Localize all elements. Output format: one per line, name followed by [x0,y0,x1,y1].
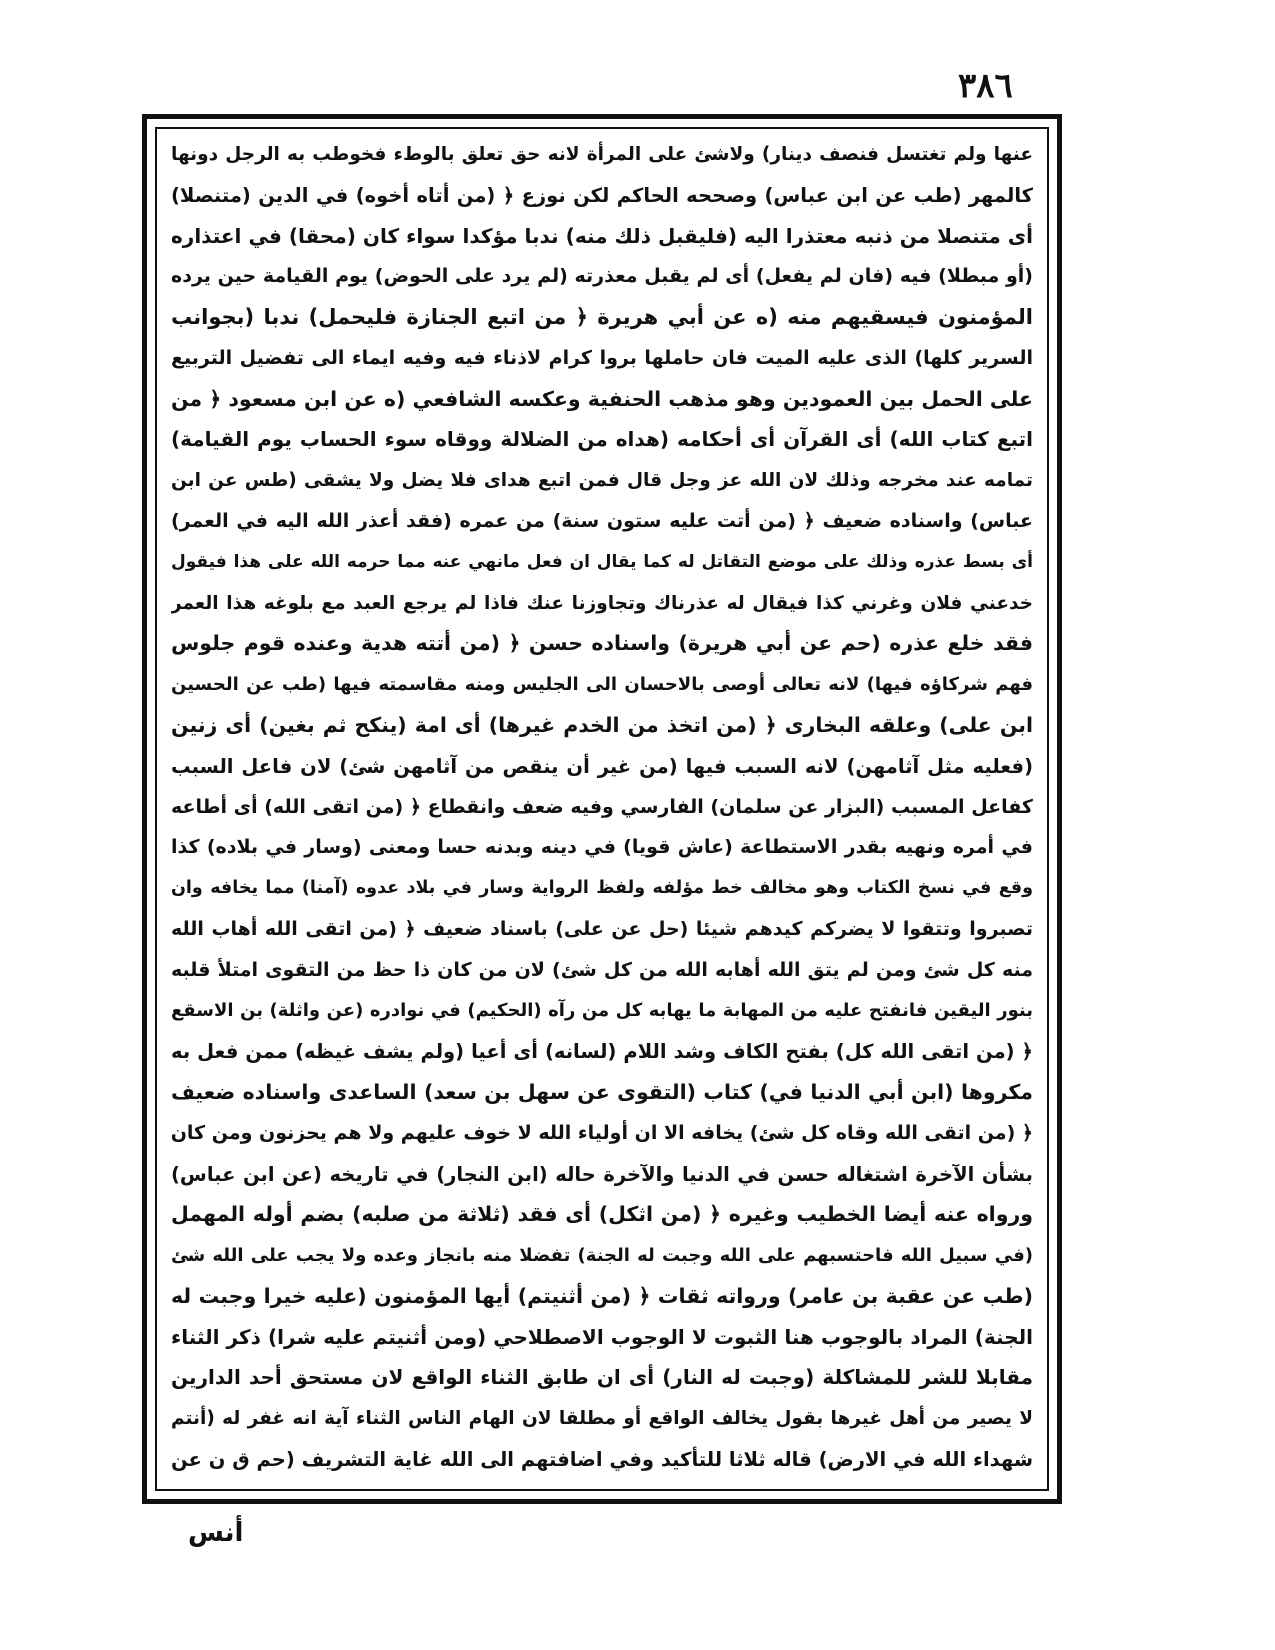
text-line: كالمهر (طب عن ابن عباس) وصححه الحاكم لكن نوزع ﴿ (من أتاه أخوه) في الدين (متنصلا) [171,183,1033,207]
catchword: أنس [188,1518,244,1548]
text-line: (طب عن عقبة بن عامر) ورواته ثقات ﴿ (من أثنيتم) أيها المؤمنون (عليه خيرا وجبت له [171,1283,1033,1308]
text-line: ﴿ (من اتقى الله وقاه كل شئ) يخافه الا ان أولياء الله لا خوف عليهم ولا هم يحزنون ومن كان [171,1121,1033,1144]
text-line: ورواه عنه أيضا الخطيب وغيره ﴿ (من اثكل) أى فقد (ثلاثة من صلبه) بضم أوله المهمل [171,1202,1033,1227]
page-border-inner [155,127,1049,1491]
text-line: منه كل شئ ومن لم يتق الله أهابه الله من كل شئ) لان من كان ذا حظ من التقوى امتلأ قلبه [171,958,1033,981]
main-text-block [171,139,1033,1475]
text-line: فهم شركاؤه فيها) لانه تعالى أوصى بالاحسان الى الجليس ومنه مقاسمته فيها (طب عن الحسين [171,674,1033,696]
text-line: وقع في نسخ الكتاب وهو مخالف خط مؤلفه ولفظ الرواية وسار في بلاد عدوه (آمنا) مما يخافه وان [171,878,1033,899]
text-line: لا يصير من أهل غيرها بقول يخالف الواقع أو مطلقا لان الهام الناس الثناء آية انه غفر له (أنتم [171,1408,1033,1430]
text-line: السرير كلها) الذى عليه الميت فان حاملها بروا كرام لاذناء فيه وفيه ايماء الى تفضيل التربيع [171,346,1033,369]
text-line: بنور اليقين فانفتح عليه من المهابة ما يهابه كل من رآه (الحكيم) في نوادره (عن واثلة) بن الاسقع [171,1000,1033,1022]
text-line: تمامه عند مخرجه وذلك لان الله عز وجل قال فمن اتبع هداى فلا يضل ولا يشقى (طس عن ابن [171,470,1033,492]
text-line: ﴿ (من اتقى الله كل) بفتح الكاف وشد اللام (لسانه) أى أعيا (ولم يشف غيظه) ممن فعل به [171,1040,1033,1064]
text-line: الجنة) المراد بالوجوب هنا الثبوت لا الوجوب الاصطلاحي (ومن أثنيتم عليه شرا) ذكر الثناء [171,1324,1033,1349]
text-line: على الحمل بين العمودين وهو مذهب الحنفية وعكسه الشافعي (ه عن ابن مسعود ﴿ من [171,386,1033,411]
text-line: خدعني فلان وغرني كذا فيقال له عذرناك وتجاوزنا عنك فاذا لم يرجع العبد مع بلوغه هذا العمر [171,592,1033,614]
text-line: عباس) واسناده ضعيف ﴿ (من أتت عليه ستون سنة) من عمره (فقد أعذر الله اليه في العمر) [171,510,1033,533]
page-border [142,114,1062,1504]
text-line: عنها ولم تغتسل فنصف دينار) ولاشئ على المرأة لانه حق تعلق بالوطء فخوطب به الرجل دونها [171,144,1033,165]
text-line: (في سبيل الله فاحتسبهم على الله وجبت له الجنة) تفضلا منه بانجاز وعده ولا يجب على الله شئ [171,1245,1033,1267]
text-line: في أمره ونهيه بقدر الاستطاعة (عاش قويا) في دينه وبدنه حسا ومعنى (وسار في بلاده) كذا [171,836,1033,859]
text-line: مقابلا للشر للمشاكلة (وجبت له النار) أى ان طابق الثناء الواقع لان مستحق أحد الدارين [171,1365,1033,1390]
text-line: (فعليه مثل آثامهن) لانه السبب فيها (من غير أن ينقص من آثامهن شئ) لان فاعل السبب [171,754,1033,778]
text-line: أى بسط عذره وذلك على موضع التقاتل له كما يقال ان فعل مانهي عنه مما حرمه الله على هذا فيقول [171,551,1033,572]
text-line: (أو مبطلا) فيه (فان لم يفعل) أى لم يقبل معذرته (لم يرد على الحوض) يوم القيامة حين يرده [171,265,1033,288]
text-line: المؤمنون فيسقيهم منه (ه عن أبي هريرة ﴿ من اتبع الجنازة فليحمل) ندبا (بجوانب [171,305,1033,330]
text-line: فقد خلع عذره (حم عن أبي هريرة) واسناده حسن ﴿ (من أتته هدية وعنده قوم جلوس [171,631,1033,656]
text-line: مكروها (ابن أبي الدنيا في) كتاب (التقوى عن سهل بن سعد) الساعدى واسناده ضعيف [171,1079,1033,1104]
text-line: كفاعل المسبب (البزار عن سلمان) الفارسي وفيه ضعف وانقطاع ﴿ (من اتقى الله) أى أطاعه [171,795,1033,818]
text-line: تصبروا وتتقوا لا يضركم كيدهم شيئا (حل عن على) باسناد ضعيف ﴿ (من اتقى الله أهاب الله [171,917,1033,940]
text-line: شهداء الله في الارض) قاله ثلاثا للتأكيد وفي اضافتهم الى الله غاية التشريف (حم ق ن عن [171,1448,1033,1471]
text-line: أى متنصلا من ذنبه معتذرا اليه (فليقبل ذلك منه) ندبا مؤكدا سواء كان (محقا) في اعتذاره [171,223,1033,248]
text-line: اتبع كتاب الله) أى القرآن أى أحكامه (هداه من الضلالة ووقاه سوء الحساب يوم القيامة) [171,427,1033,452]
text-line: ابن على) وعلقه البخارى ﴿ (من اتخذ من الخدم غيرها) أى امة (ينكح ثم بغين) أى زنين [171,712,1033,737]
text-line: بشأن الآخرة اشتغاله حسن في الدنيا والآخرة حاله (ابن النجار) في تاريخه (عن ابن عباس) [171,1162,1033,1186]
page-number: ٣٨٦ [958,66,1013,106]
